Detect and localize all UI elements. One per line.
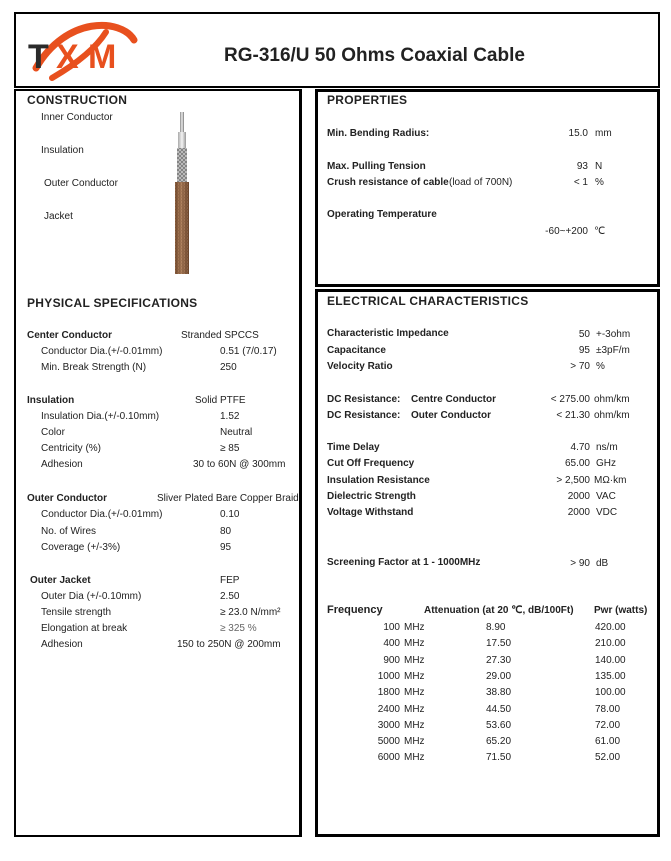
spec-value: ≥ 325 % — [220, 623, 257, 634]
spec-label: Adhesion — [41, 639, 83, 650]
spec-value: 150 to 250N @ 200mm — [177, 639, 281, 650]
crush-label: Crush resistance of cable — [327, 177, 449, 188]
att-power: 61.00 — [595, 736, 621, 747]
pull-tension-label: Max. Pulling Tension — [327, 161, 426, 172]
elec-value: 95 — [578, 345, 590, 356]
spec-label: Outer Dia (+/-0.10mm) — [41, 591, 142, 602]
dc-unit: ohm/km — [594, 410, 630, 421]
elec-label: Voltage Withstand — [327, 507, 414, 518]
screening-value: > 90 — [570, 558, 590, 569]
att-frequency-unit: MHz — [404, 655, 425, 666]
temp-value: -60~+200 — [545, 226, 588, 237]
elec-unit: GHz — [596, 458, 616, 469]
att-value: 27.30 — [486, 655, 512, 666]
center-conductor-value: Stranded SPCCS — [181, 330, 259, 341]
att-value: 8.90 — [486, 622, 506, 633]
screening-unit: dB — [596, 558, 609, 569]
cable-inner-conductor — [180, 112, 184, 134]
crush-note: (load of 700N) — [449, 177, 513, 188]
spec-label: Color — [41, 427, 65, 438]
dc-unit: ohm/km — [594, 394, 630, 405]
elec-value: 50 — [578, 329, 590, 340]
center-conductor-label: Center Conductor — [27, 330, 112, 341]
att-value: 53.60 — [486, 720, 512, 731]
elec-label: Time Delay — [327, 442, 380, 453]
spec-value: 30 to 60N @ 300mm — [193, 459, 286, 470]
att-frequency: 3000 — [377, 720, 400, 731]
spec-label: No. of Wires — [41, 526, 97, 537]
att-value: 71.50 — [486, 752, 512, 763]
outer-conductor-label: Outer Conductor — [27, 493, 107, 504]
spec-label: Insulation Dia.(+/-0.10mm) — [41, 411, 160, 422]
spec-label: Conductor Dia.(+/-0.01mm) — [41, 509, 163, 520]
att-value: 38.80 — [486, 687, 512, 698]
att-power: 420.00 — [595, 622, 626, 633]
elec-label: Cut Off Frequency — [327, 458, 415, 469]
screening-label: Screening Factor at 1 - 1000MHz — [327, 557, 481, 568]
elec-label: Velocity Ratio — [327, 361, 393, 372]
spec-value: 2.50 — [220, 591, 240, 602]
att-frequency: 1800 — [377, 687, 400, 698]
att-frequency-unit: MHz — [404, 671, 425, 682]
construction-label-outer: Outer Conductor — [44, 178, 118, 189]
svg-text:X: X — [56, 38, 79, 76]
elec-unit: +-3ohm — [596, 329, 631, 340]
temp-label: Operating Temperature — [327, 209, 437, 220]
cable-illustration — [168, 112, 196, 274]
dc-label: DC Resistance: — [327, 410, 401, 421]
att-power: 135.00 — [595, 671, 626, 682]
physical-heading: PHYSICAL SPECIFICATIONS — [27, 296, 198, 310]
bend-radius-unit: mm — [595, 128, 612, 139]
svg-text:M: M — [88, 38, 117, 76]
cable-insulation — [178, 132, 186, 150]
att-frequency: 1000 — [377, 671, 400, 682]
cable-outer-braid — [177, 148, 187, 184]
att-frequency-unit: MHz — [404, 736, 425, 747]
dc-label: DC Resistance: — [327, 394, 401, 405]
elec-value: 4.70 — [570, 442, 590, 453]
crush-unit: % — [595, 177, 604, 188]
construction-label-inner: Inner Conductor — [41, 112, 113, 123]
att-frequency-unit: MHz — [404, 720, 425, 731]
elec-value: > 2,500 — [556, 475, 590, 486]
att-value: 44.50 — [486, 704, 512, 715]
att-frequency: 2400 — [377, 704, 400, 715]
elec-value: 2000 — [567, 491, 590, 502]
page-title: RG-316/U 50 Ohms Coaxial Cable — [224, 45, 525, 66]
txm-logo — [26, 20, 161, 82]
elec-unit: VDC — [596, 507, 618, 518]
spec-value: 95 — [220, 542, 232, 553]
elec-unit: % — [596, 361, 605, 372]
att-frequency-unit: MHz — [404, 687, 425, 698]
elec-label: Dielectric Strength — [327, 491, 416, 502]
elec-label: Capacitance — [327, 345, 386, 356]
bend-radius-label: Min. Bending Radius: — [327, 128, 430, 139]
construction-label-jacket: Jacket — [44, 211, 73, 222]
att-frequency: 5000 — [377, 736, 400, 747]
att-col-frequency: Frequency — [327, 604, 383, 616]
spec-value: ≥ 23.0 N/mm² — [220, 607, 281, 618]
spec-label: Coverage (+/-3%) — [41, 542, 121, 553]
att-frequency: 900 — [383, 655, 400, 666]
outer-jacket-label: Outer Jacket — [30, 575, 91, 586]
att-value: 17.50 — [486, 638, 512, 649]
spec-label: Centricity (%) — [41, 443, 102, 454]
svg-text:T: T — [28, 38, 50, 76]
temp-unit: ℃ — [594, 226, 606, 237]
spec-label: Elongation at break — [41, 623, 128, 634]
pull-tension-unit: N — [595, 161, 603, 172]
elec-unit: ±3pF/m — [596, 345, 630, 356]
att-frequency-unit: MHz — [404, 638, 425, 649]
spec-label: Adhesion — [41, 459, 83, 470]
electrical-heading: ELECTRICAL CHARACTERISTICS — [327, 294, 529, 308]
att-frequency: 400 — [383, 638, 400, 649]
dc-sub: Centre Conductor — [411, 394, 496, 405]
elec-value: > 70 — [570, 361, 590, 372]
outer-jacket-value: FEP — [220, 575, 240, 586]
construction-label-insulation: Insulation — [41, 145, 84, 156]
att-frequency-unit: MHz — [404, 752, 425, 763]
att-power: 140.00 — [595, 655, 626, 666]
spec-value: ≥ 85 — [220, 443, 240, 454]
elec-value: 65.00 — [564, 458, 590, 469]
att-frequency-unit: MHz — [404, 704, 425, 715]
spec-value: 0.51 (7/0.17) — [220, 346, 277, 357]
elec-value: 2000 — [567, 507, 590, 518]
elec-label: Characteristic Impedance — [327, 328, 449, 339]
att-frequency-unit: MHz — [404, 622, 425, 633]
elec-unit: ns/m — [596, 442, 618, 453]
att-value: 65.20 — [486, 736, 512, 747]
dc-value: < 275.00 — [550, 394, 590, 405]
spec-label: Conductor Dia.(+/-0.01mm) — [41, 346, 163, 357]
att-power: 100.00 — [595, 687, 626, 698]
spec-value: 0.10 — [220, 509, 240, 520]
dc-sub: Outer Conductor — [411, 410, 491, 421]
att-col-attenuation: Attenuation (at 20 ℃, dB/100Ft) — [424, 605, 574, 616]
att-power: 52.00 — [595, 752, 621, 763]
properties-box — [315, 89, 660, 287]
bend-radius-value: 15.0 — [568, 128, 588, 139]
att-frequency: 6000 — [377, 752, 400, 763]
elec-unit: VAC — [596, 491, 616, 502]
outer-conductor-value: Sliver Plated Bare Copper Braid — [157, 493, 299, 504]
att-value: 29.00 — [486, 671, 512, 682]
pull-tension-value: 93 — [576, 161, 588, 172]
att-frequency: 100 — [383, 622, 400, 633]
construction-heading: CONSTRUCTION — [27, 93, 128, 107]
spec-value: 250 — [220, 362, 237, 373]
spec-value: 1.52 — [220, 411, 240, 422]
dc-value: < 21.30 — [556, 410, 590, 421]
att-power: 210.00 — [595, 638, 626, 649]
crush-value: < 1 — [573, 177, 588, 188]
insulation-value: Solid PTFE — [195, 395, 246, 406]
spec-label: Tensile strength — [41, 607, 112, 618]
spec-value: Neutral — [220, 427, 253, 438]
elec-unit: MΩ·km — [594, 475, 627, 486]
insulation-label: Insulation — [27, 395, 75, 406]
att-power: 72.00 — [595, 720, 621, 731]
spec-value: 80 — [220, 526, 232, 537]
properties-heading: PROPERTIES — [327, 93, 408, 107]
att-power: 78.00 — [595, 704, 621, 715]
spec-label: Min. Break Strength (N) — [41, 362, 147, 373]
elec-label: Insulation Resistance — [327, 475, 430, 486]
att-col-power: Pwr (watts) — [594, 605, 648, 616]
txm-logo-graphic — [26, 20, 161, 82]
